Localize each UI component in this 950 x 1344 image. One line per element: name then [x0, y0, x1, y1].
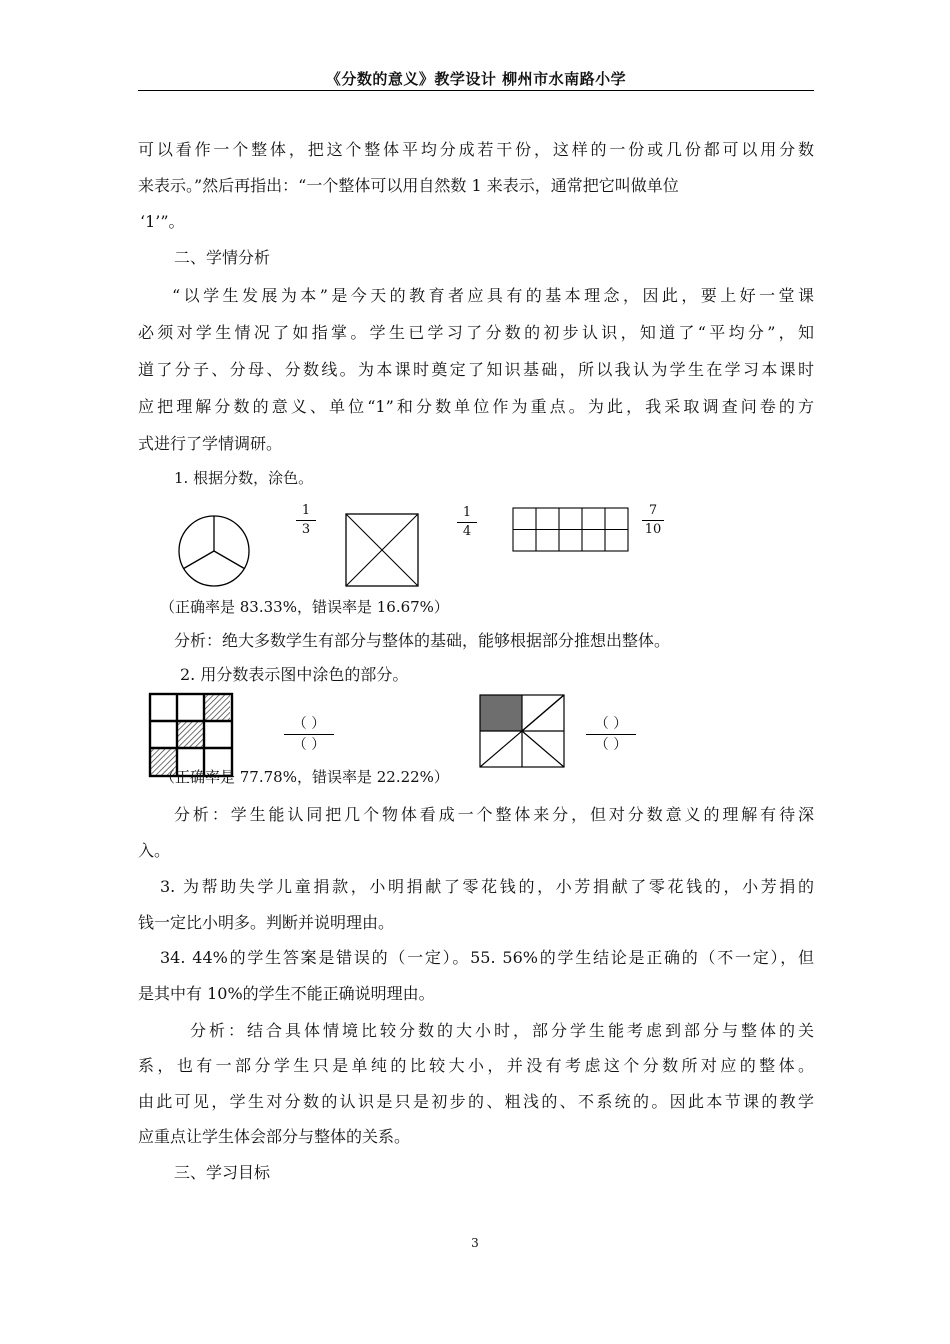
q3-analysis: 系，也有一部分学生只是单纯的比较大小，并没有考虑这个分数所对应的整体。 — [138, 1056, 814, 1075]
fraction-bar — [284, 734, 334, 735]
paragraph-line: ‘1’”。 — [140, 212, 185, 231]
page-number: 3 — [471, 1236, 479, 1250]
square-quarters-figure — [345, 513, 419, 587]
fraction-bar — [642, 520, 664, 521]
hatched-cell — [177, 722, 203, 748]
blank-denominator: （ ） — [594, 737, 628, 753]
q3-result: 是其中有 10%的学生不能正确说明理由。 — [138, 984, 435, 1003]
shaded-square-figure — [478, 693, 566, 769]
shaded-region — [480, 695, 522, 731]
circle-radius — [184, 551, 214, 569]
paragraph-line: “以学生发展为本”是今天的教育者应具有的基本理念，因此，要上好一堂课 — [172, 286, 814, 305]
header-rule — [138, 90, 814, 91]
question-1: 1. 根据分数，涂色。 — [174, 469, 314, 487]
q3-result: 34. 44%的学生答案是错误的（一定）。55. 56%的学生结论是正确的（不一定），但 — [160, 948, 814, 967]
blank-fraction — [586, 716, 636, 753]
q3-analysis: 应重点让学生体会部分与整体的关系。 — [138, 1127, 411, 1146]
fraction-numerator: 7 — [648, 503, 658, 518]
fraction-denominator: 4 — [462, 524, 472, 539]
grid-tenths-figure — [512, 507, 630, 553]
fraction-numerator: 1 — [462, 505, 472, 520]
section-heading: 三、学习目标 — [174, 1163, 271, 1182]
q1-analysis: 分析：绝大多数学生有部分与整体的基础，能够根据部分推想出整体。 — [174, 631, 671, 650]
question-2: 2. 用分数表示图中涂色的部分。 — [180, 665, 409, 684]
q3-analysis: 由此可见，学生对分数的认识是只是初步的、粗浅的、不系统的。因此本节课的教学 — [138, 1092, 814, 1111]
fraction-numerator: 1 — [301, 503, 311, 518]
circle-radius — [214, 551, 244, 569]
question-3: 3. 为帮助失学儿童捐款，小明捐献了零花钱的，小芳捐献了零花钱的，小芳捐的 — [160, 877, 814, 896]
question-3: 钱一定比小明多。判断并说明理由。 — [138, 913, 395, 932]
paragraph-line: 可以看作一个整体，把这个整体平均分成若干份，这样的一份或几份都可以用分数 — [138, 140, 814, 159]
paragraph-line: 道了分子、分母、分数线。为本课时奠定了知识基础，所以我认为学生在学习本课时 — [138, 360, 814, 379]
circle-thirds-figure — [176, 513, 252, 589]
q1-rate: （正确率是 83.33%，错误率是 16.67%） — [160, 598, 449, 616]
blank-numerator: （ ） — [292, 716, 326, 732]
section-heading: 二、学情分析 — [174, 248, 271, 267]
fraction-bar — [457, 522, 477, 523]
paragraph-line: 来表示。”然后再指出：“一个整体可以用自然数 1 来表示，通常把它叫做单位 — [138, 176, 679, 195]
q2-rate: （正确率是 77.78%，错误率是 22.22%） — [160, 768, 449, 786]
blank-numerator: （ ） — [594, 716, 628, 732]
blank-denominator: （ ） — [292, 737, 326, 753]
q3-analysis: 分析：结合具体情境比较分数的大小时，部分学生能考虑到部分与整体的关 — [190, 1021, 814, 1040]
fraction-one-third — [296, 503, 316, 538]
fraction-denominator: 10 — [644, 522, 662, 537]
square-line — [522, 731, 564, 767]
fraction-denominator: 3 — [301, 522, 311, 537]
hatched-cell — [204, 695, 230, 721]
page-header-title: 《分数的意义》教学设计 柳州市水南路小学 — [325, 70, 627, 88]
fraction-bar — [586, 734, 636, 735]
fraction-one-quarter — [457, 505, 477, 540]
paragraph-line: 必须对学生情况了如指掌。学生已学习了分数的初步认识，知道了“平均分”，知 — [138, 323, 814, 342]
paragraph-line: 应把理解分数的意义、单位“1”和分数单位作为重点。为此，我采取调查问卷的方 — [138, 397, 814, 416]
blank-fraction — [284, 716, 334, 753]
q2-analysis: 分析：学生能认同把几个物体看成一个整体来分，但对分数意义的理解有待深 — [174, 805, 814, 824]
fraction-bar — [296, 520, 316, 521]
q2-analysis: 入。 — [138, 841, 171, 860]
paragraph-line: 式进行了学情调研。 — [138, 434, 283, 453]
fraction-seven-tenths — [642, 503, 664, 538]
